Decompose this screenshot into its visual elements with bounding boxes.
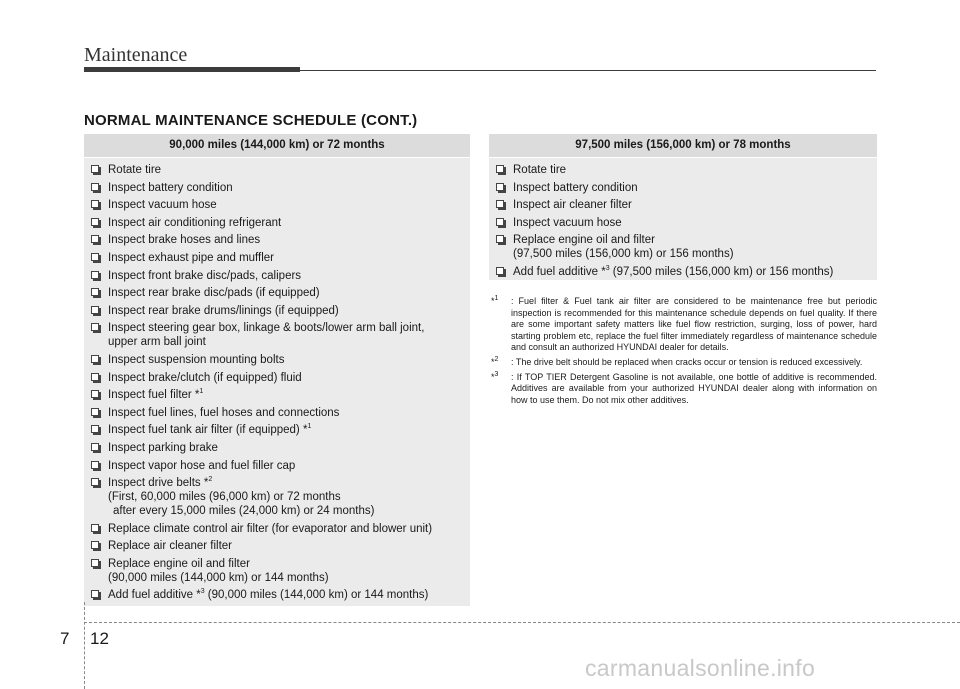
checklist-item-detail: (90,000 miles (144,000 km) or 144 months)	[108, 571, 329, 584]
checklist-item-text: Rotate tire	[108, 164, 162, 176]
footnote-text: : The drive belt should be replaced when cracks occur or tension is reduced excessively.	[511, 356, 863, 367]
checkbox-icon	[91, 541, 99, 549]
checklist-item-text: Add fuel additive *	[108, 589, 201, 602]
right-panel-title: 97,500 miles (156,000 km) or 78 months	[489, 134, 877, 158]
checklist-item-text: Rotate tire	[513, 164, 567, 176]
checklist-item	[90, 181, 464, 195]
checklist-item	[90, 388, 464, 402]
checklist-item	[90, 557, 464, 585]
left-checklist	[84, 158, 470, 602]
checklist-item-text: Inspect brake hoses and lines	[108, 234, 261, 247]
checkbox-icon	[91, 524, 99, 532]
checklist-item-text: Inspect parking brake	[108, 441, 218, 454]
checkbox-icon	[91, 323, 99, 331]
checklist-item	[90, 251, 464, 265]
checklist-item	[90, 233, 464, 247]
footer-divider	[84, 602, 85, 689]
checklist-item-detail: (97,500 miles (156,000 km) or 156 months)	[513, 248, 734, 261]
footnote-asterisk: *	[491, 356, 495, 367]
chapter-title: Maintenance	[84, 44, 188, 66]
checklist-item-text: Replace air cleaner filter	[108, 540, 233, 553]
footnote-asterisk: *	[491, 296, 495, 306]
checklist-item	[495, 216, 871, 230]
checklist-item-text: Inspect suspension mounting bolts	[108, 353, 285, 366]
checklist-item-text: Inspect vapor hose and fuel filler cap	[108, 459, 296, 472]
checklist-item	[90, 406, 464, 420]
checklist-item-text: Inspect brake/clutch (if equipped) fluid	[108, 371, 302, 384]
checkbox-icon	[91, 271, 99, 279]
footnote-ref: 3	[200, 588, 205, 596]
right-schedule-panel	[489, 134, 877, 280]
checklist-item	[90, 198, 464, 212]
footnote	[489, 357, 877, 369]
checklist-item	[90, 423, 464, 437]
checklist-item-text: Replace engine oil and filter	[108, 557, 250, 570]
page-chapter-number: 7	[60, 629, 70, 648]
checklist-item-text: Inspect battery condition	[513, 181, 638, 194]
footnote-mark	[491, 296, 498, 308]
checkbox-icon	[496, 200, 504, 208]
checkbox-icon	[91, 461, 99, 469]
checklist-item-text: Inspect air conditioning refrigerant	[108, 216, 282, 229]
checkbox-icon	[91, 373, 99, 381]
checkbox-icon	[91, 253, 99, 261]
checklist-item-text: Inspect vacuum hose	[108, 199, 217, 212]
watermark: carmanualsonline.info	[585, 655, 816, 681]
checkbox-icon	[91, 183, 99, 191]
checklist-item	[495, 233, 871, 261]
footnote-mark	[491, 357, 498, 369]
checklist-item-text: Add fuel additive *	[513, 265, 606, 278]
footnote-ref: 1	[199, 388, 204, 396]
checkbox-icon	[91, 408, 99, 416]
checklist-item-detail: after every 15,000 miles (24,000 km) or 24 months)	[113, 505, 375, 518]
chapter-title-bar	[84, 67, 300, 72]
checkbox-icon	[91, 165, 99, 173]
right-checklist	[489, 158, 877, 279]
checklist-item-text: Inspect rear brake disc/pads (if equipped)	[108, 287, 320, 300]
checklist-item	[90, 539, 464, 553]
checkbox-icon	[91, 218, 99, 226]
checklist-item-text: Inspect fuel lines, fuel hoses and connections	[108, 406, 340, 419]
checkbox-icon	[496, 235, 504, 243]
checklist-item	[90, 371, 464, 385]
checklist-item-text: Inspect fuel filter *	[108, 389, 200, 402]
footnote-text: : If TOP TIER Detergent Gasoline is not available, one bottle of additive is recommended. Additives are available from your authorized HYUNDAI dealer along with information on how to use them. Do not mix other additives.	[511, 371, 877, 405]
checkbox-icon	[496, 267, 504, 275]
footnote-asterisk: *	[491, 371, 495, 382]
section-heading: NORMAL MAINTENANCE SCHEDULE (CONT.)	[84, 112, 418, 129]
checklist-item	[90, 216, 464, 230]
checklist-item	[495, 265, 871, 279]
checklist-item-text: Inspect rear brake drums/linings (if equipped)	[108, 304, 339, 317]
footnote-text: : Fuel filter & Fuel tank air filter are considered to be maintenance free but periodic inspection is recommended for this maintenance schedule depends on fuel quality. If there are some important safety matters like fuel flow restriction, surging, loss of power, hard starting problem etc, replace the fuel filter immediately regardless of maintenance schedule and consult an authorized HYUNDAI dealer for details.	[511, 296, 877, 353]
checklist-item	[90, 304, 464, 318]
checklist-item-interval: (97,500 miles (156,000 km) or 156 months)	[609, 265, 834, 278]
checkbox-icon	[91, 443, 99, 451]
checklist-item	[495, 163, 871, 177]
checklist-item-detail: upper arm ball joint	[108, 336, 206, 349]
footnote	[489, 372, 877, 407]
footnote	[489, 296, 877, 354]
checklist-item-text: Replace climate control air filter (for evaporator and blower unit)	[108, 522, 433, 535]
checklist-item-text: Inspect vacuum hose	[513, 216, 622, 229]
checklist-item	[495, 181, 871, 195]
checkbox-icon	[91, 200, 99, 208]
footnotes	[489, 296, 877, 409]
checklist-item	[90, 321, 464, 349]
footnote-mark	[491, 372, 498, 384]
footnote-number: 1	[494, 295, 499, 302]
checklist-item-interval: (90,000 miles (144,000 km) or 144 months)	[204, 589, 429, 602]
checkbox-icon	[91, 590, 99, 598]
checklist-item-detail: (First, 60,000 miles (96,000 km) or 72 months	[108, 491, 341, 504]
checklist-item	[90, 459, 464, 473]
checkbox-icon	[496, 165, 504, 173]
checklist-item-text: Inspect steering gear box, linkage & boots/lower arm ball joint,	[108, 322, 425, 335]
checklist-item-text: Inspect front brake disc/pads, calipers	[108, 269, 302, 282]
checkbox-icon	[91, 235, 99, 243]
checklist-item	[90, 353, 464, 367]
footnote-ref: 3	[605, 265, 610, 273]
checkbox-icon	[91, 478, 99, 486]
footnote-ref: 1	[307, 423, 312, 431]
checklist-item	[90, 441, 464, 455]
checklist-item	[495, 198, 871, 212]
chapter-title-rule	[300, 70, 876, 71]
left-panel-title: 90,000 miles (144,000 km) or 72 months	[84, 134, 470, 158]
footer-rule	[84, 622, 960, 623]
checkbox-icon	[496, 183, 504, 191]
footnote-number: 3	[494, 370, 499, 378]
checklist-item-text: Inspect exhaust pipe and muffler	[108, 251, 275, 264]
footnote-ref: 2	[208, 476, 213, 484]
checklist-item-text: Replace engine oil and filter	[513, 234, 655, 247]
checkbox-icon	[91, 355, 99, 363]
checkbox-icon	[91, 559, 99, 567]
checkbox-icon	[91, 425, 99, 433]
footnote-number: 2	[494, 355, 499, 363]
checklist-item	[90, 269, 464, 283]
checklist-item	[90, 522, 464, 536]
checkbox-icon	[91, 288, 99, 296]
checklist-item-text: Inspect battery condition	[108, 181, 233, 194]
checklist-item	[90, 286, 464, 300]
checkbox-icon	[91, 306, 99, 314]
left-schedule-panel	[84, 134, 470, 606]
checklist-item-text: Inspect air cleaner filter	[513, 199, 632, 212]
checkbox-icon	[496, 218, 504, 226]
checklist-item	[90, 163, 464, 177]
checklist-item	[90, 476, 464, 518]
checklist-item	[90, 588, 464, 602]
checklist-item-text: Inspect drive belts *	[108, 477, 209, 490]
checkbox-icon	[91, 390, 99, 398]
checklist-item-text: Inspect fuel tank air filter (if equipped) *	[108, 424, 308, 437]
page-number: 12	[90, 629, 109, 648]
